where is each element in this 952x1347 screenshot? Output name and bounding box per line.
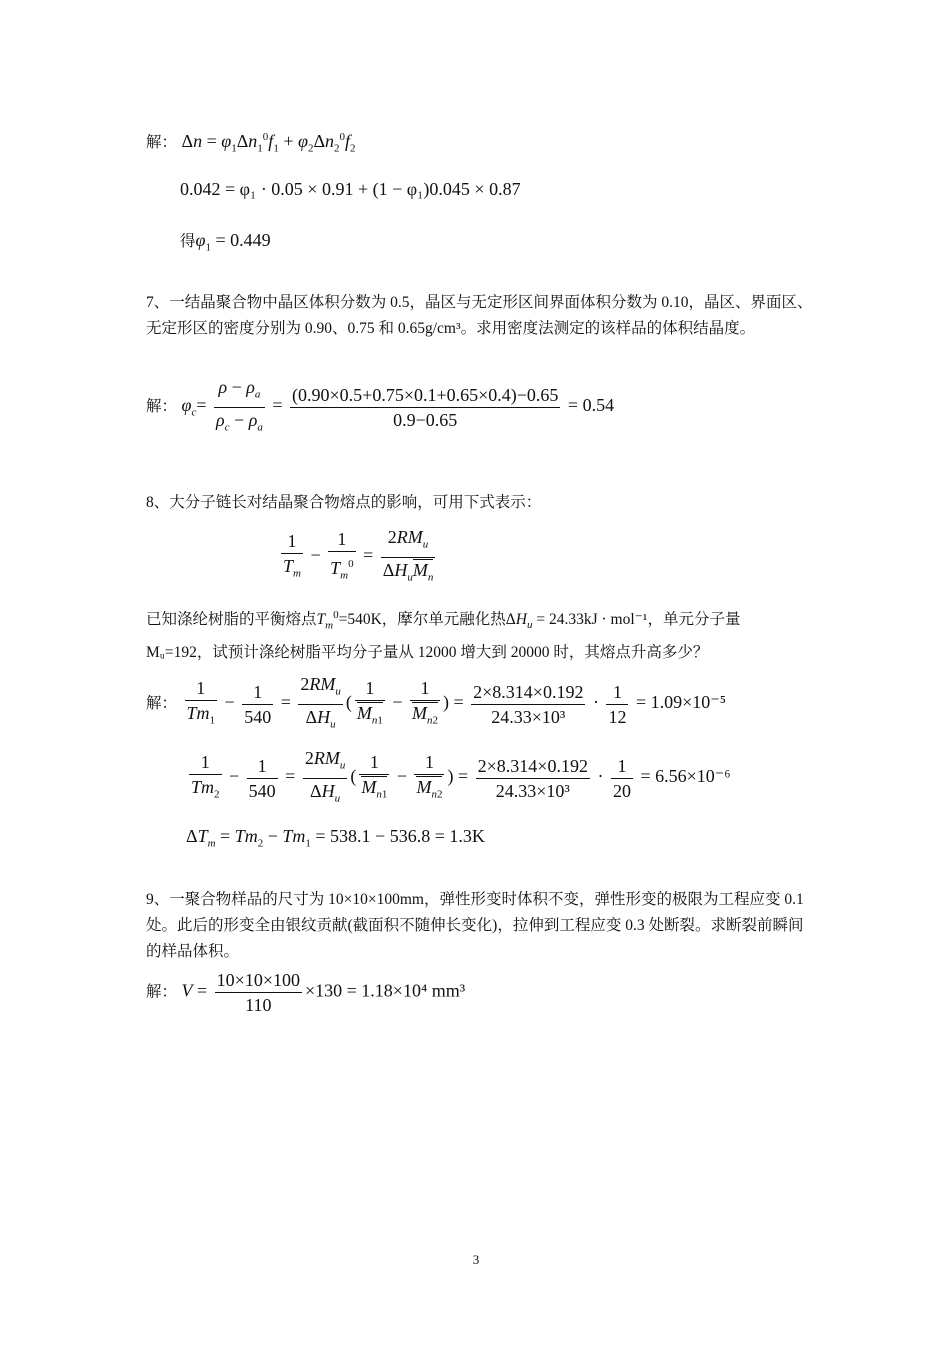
q9-text: 9、一聚合物样品的尺寸为 10×10×100mm，弹性形变时体积不变，弹性形变的极限为工程应变 0.1 处。此后的形变全由银纹贡献(截面积不随伸长变化)，拉伸到工程应变 0.3 处断裂。求断裂前瞬间的样品体积。 [146, 891, 804, 960]
q6-formula: 解： $\Delta n = \varphi_1\Delta n_1^0f_1 + \varphi_2\Delta n_2^0f_2$ [146, 131, 356, 155]
q8-delta: $\Delta T_m = Tm_2 - Tm_1 = 538.1 - 536.8 = 1.3K$ [186, 826, 485, 850]
calc-numerator: 2×8.314×0.192 [471, 680, 585, 705]
q8-text: 8、大分子链长对结晶聚合物熔点的影响，可用下式表示： [146, 494, 542, 511]
const-540: 540 [244, 706, 272, 727]
solution-label: 解： [146, 695, 178, 713]
q8-given-1: 已知涤纶树脂的平衡熔点 [146, 611, 317, 629]
q8-calc-2: $\frac{1}{Tm_2}$ − $\frac{1}{540}$ = $\frac{2RM_u}{\Delta H_u}$ ( $\frac{1}{M_{n1}}$ − $\frac{1}{M_{n2}}$ ) = $\frac{2\times 8.314\times 0.192}{\text{24.33×10³}}$ · $\frac{1}{20}$ = 6.56×10⁻⁶ [191, 748, 731, 805]
q6-result-value: = 0.449 [215, 230, 271, 250]
calc-divisor-2: 20 [612, 780, 631, 801]
got-label: 得 [180, 233, 196, 250]
solution-label: 解： [146, 134, 178, 151]
q9-denominator: 110 [245, 995, 272, 1015]
q9-numerator: 10×10×100 [215, 968, 302, 993]
q6-result: 得$\varphi_1 = 0.449$ [180, 230, 271, 254]
q6-equation: 0.042 = φ₁ · 0.05 × 0.91 + (1 − φ₁)0.045 × 0.87 [180, 179, 521, 199]
q8-given-line1: 已知涤纶树脂的平衡熔点$T_m^0=540K$，摩尔单元融化热$\Delta H_u = 24.33kJ \cdot mol^{-1}$，单元分子量 [146, 609, 741, 632]
q9-solution: 解： V = $\frac{10\times 10\times 100}{110}$ ×130 = 1.18×10⁴ mm³ [146, 970, 466, 1015]
q8-calc-1: 解： $\frac{1}{Tm_1}$ − $\frac{1}{540}$ = $\frac{2RM_u}{\Delta H_u}$ ( $\frac{1}{M_{n1}}$ − $\frac{1}{M_{n2}}$ ) = $\frac{2\times 8.314\times 0.192}{\text{24.33×10³}}$ · $\frac{1}{12}$ = 1.09×10⁻⁵ [146, 674, 727, 731]
q8-formula: $\frac{1}{T_m}$ − $\frac{1}{T_m^0}$ = $\frac{2RM_u}{\Delta H_uM_n}$ [283, 527, 434, 584]
calc-denominator: 24.33×10³ [495, 780, 570, 801]
q7-text: 7、一结晶聚合物中晶区体积分数为 0.5，晶区与无定形区间界面体积分数为 0.10，晶区、界面区、无定形区的密度分别为 0.90、0.75 和 0.65g/cm³。求用密度法测定的该样品的体积结晶度。 [146, 294, 813, 337]
q8-given-line2: Mᵤ=192，试预计涤纶树脂平均分子量从 12000 增大到 20000 时，其熔点升高多少？ [146, 644, 709, 661]
calc-result-2: = 6.56×10⁻⁶ [640, 766, 731, 787]
page-number: 3 [472, 1252, 480, 1267]
solution-label: 解： [146, 983, 178, 1001]
q7-denominator: 0.9−0.65 [393, 409, 458, 430]
const-540: 540 [248, 780, 276, 801]
q8-given-3: = 24.33kJ · mol⁻¹，单元分子量 [536, 611, 741, 629]
q7-numerator: (0.90×0.5+0.75×0.1+0.65×0.4)−0.65 [290, 383, 560, 408]
q9-result: ×130 = 1.18×10⁴ mm³ [304, 980, 466, 1001]
q7-solution: 解： $\varphi_c=$ $\frac{\rho - \rho_a}{\rho_c - \rho_a}$ = $\frac{(0.90\times 0.5+0.75\times 0.1+0.65\times 0.4)-0.65}{0.9-0.65}$ = 0.54 [146, 377, 615, 434]
calc-denominator: 24.33×10³ [491, 706, 566, 727]
q8-given-2: =540K，摩尔单元融化热 [338, 611, 506, 629]
q7-result: = 0.54 [567, 395, 615, 416]
calc-numerator: 2×8.314×0.192 [476, 754, 590, 779]
solution-label: 解： [146, 398, 178, 416]
calc-divisor-1: 12 [608, 706, 627, 727]
calc-result-1: = 1.09×10⁻⁵ [635, 692, 727, 713]
q8-delta-value: = 538.1 − 536.8 = 1.3K [315, 826, 485, 846]
